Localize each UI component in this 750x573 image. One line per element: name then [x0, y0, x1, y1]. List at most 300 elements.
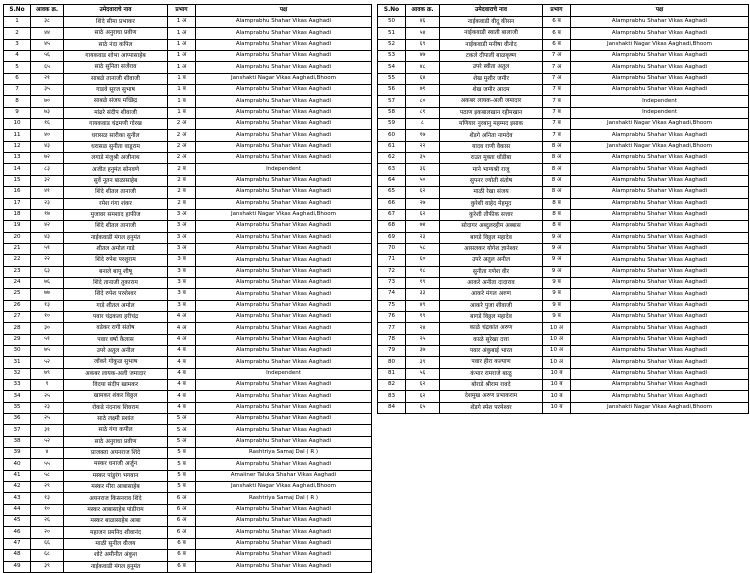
cell-inward-no: ७१ [406, 85, 440, 96]
table-row [4, 300, 372, 311]
table-row [4, 380, 372, 391]
cell-inward-no: ९ [31, 380, 64, 391]
cell-sno: 80 [378, 357, 406, 368]
cell-ward: 9 ब [543, 311, 571, 322]
cell-candidate-name: पवार हीरा कल्याण [440, 357, 543, 368]
cell-ward: 8 अ [543, 175, 571, 186]
cell-candidate-name: यादव राणी वैकास [440, 141, 543, 152]
cell-ward: 4 अ [168, 311, 196, 322]
cell-sno: 67 [378, 209, 406, 220]
cell-party: Alamprabhu Shahar Vikas Aaghadi [196, 323, 372, 334]
table-row [4, 62, 372, 73]
cell-inward-no: ६२ [406, 209, 440, 220]
cell-party: Alamprabhu Shahar Vikas Aaghadi [196, 198, 372, 209]
cell-party: Independent [571, 107, 749, 118]
column-header-sno: S.No [4, 5, 31, 17]
cell-candidate-name: साबळे संजय मच्छिंद्र [64, 96, 168, 107]
cell-candidate-name: आसलकर योगेश ज्ञानेश्वर [440, 243, 543, 254]
cell-inward-no: ८१ [406, 107, 440, 118]
right-table-body [378, 17, 749, 414]
table-row [4, 493, 372, 504]
cell-ward: 9 ब [543, 289, 571, 300]
cell-ward: 1 ब [168, 73, 196, 84]
cell-sno: 51 [378, 28, 406, 39]
left-table-head [4, 5, 372, 17]
cell-candidate-name: धरासळ सारीका सुनील [64, 130, 168, 141]
cell-sno: 3 [4, 39, 31, 50]
cell-candidate-name: बोराडे श्रीराम रावदे [440, 380, 543, 391]
table-row [378, 17, 749, 28]
cell-sno: 4 [4, 51, 31, 62]
cell-party: Alamprabhu Shahar Vikas Aaghadi [571, 28, 749, 39]
cell-inward-no: ३६ [406, 164, 440, 175]
cell-inward-no: ४९ [406, 300, 440, 311]
table-row [378, 175, 749, 186]
cell-sno: 64 [378, 175, 406, 186]
table-row [4, 164, 372, 175]
cell-sno: 77 [378, 323, 406, 334]
cell-party: Alamprabhu Shahar Vikas Aaghadi [571, 266, 749, 277]
cell-sno: 27 [4, 311, 31, 322]
cell-inward-no: ७५ [31, 345, 64, 356]
cell-sno: 60 [378, 130, 406, 141]
cell-ward: 5 अ [168, 414, 196, 425]
table-row [378, 164, 749, 175]
cell-inward-no: ५६ [406, 368, 440, 379]
cell-candidate-name: शेंडगे अनिता नामदेव [440, 130, 543, 141]
cell-ward: 9 अ [543, 255, 571, 266]
cell-inward-no: २९ [31, 482, 64, 493]
cell-ward: 4 ब [168, 391, 196, 402]
cell-inward-no: ३५ [31, 85, 64, 96]
cell-sno: 9 [4, 107, 31, 118]
cell-candidate-name: कुरेशी वाहेद मेहमूद [440, 198, 543, 209]
cell-party: Alamprabhu Shahar Vikas Aaghadi [571, 175, 749, 186]
table-row [378, 62, 749, 73]
cell-ward: 5 ब [168, 482, 196, 493]
table-row [4, 357, 372, 368]
cell-sno: 61 [378, 141, 406, 152]
table-row [378, 357, 749, 368]
table-row [4, 402, 372, 413]
cell-sno: 74 [378, 289, 406, 300]
cell-party: Alamprabhu Shahar Vikas Aaghadi [196, 232, 372, 243]
cell-inward-no: ३९ [31, 561, 64, 572]
cell-candidate-name: आकरे पुजा शीवाजी [440, 300, 543, 311]
column-header-ward: प्रभाग [543, 5, 571, 17]
cell-inward-no: ५४ [406, 28, 440, 39]
cell-ward: 10 अ [543, 323, 571, 334]
cell-candidate-name: बनाले बापू शीषू [64, 266, 168, 277]
table-row [378, 198, 749, 209]
cell-party: Janshakti Nagar Vikas Aaghadi,Bhoom [196, 73, 372, 84]
cell-inward-no: ६२ [406, 380, 440, 391]
cell-inward-no: ६३ [31, 266, 64, 277]
cell-ward: 1 ब [168, 85, 196, 96]
cell-sno: 23 [4, 266, 31, 277]
cell-sno: 55 [378, 73, 406, 84]
cell-sno: 13 [4, 153, 31, 164]
table-row [4, 425, 372, 436]
cell-inward-no: १० [31, 504, 64, 515]
cell-inward-no: १९ [406, 277, 440, 288]
cell-party: Alamprabhu Shahar Vikas Aaghadi [196, 538, 372, 549]
cell-candidate-name: धरासळ सुनीता वाडूराम [64, 141, 168, 152]
cell-sno: 28 [4, 323, 31, 334]
table-row [378, 345, 749, 356]
cell-ward: 5 ब [168, 448, 196, 459]
cell-party: Alamprabhu Shahar Vikas Aaghadi [196, 96, 372, 107]
table-row [4, 198, 372, 209]
cell-inward-no: २५ [31, 414, 64, 425]
cell-ward: 8 ब [543, 198, 571, 209]
cell-ward: 10 अ [543, 334, 571, 345]
cell-party: Alamprabhu Shahar Vikas Aaghadi [196, 550, 372, 561]
table-row [4, 107, 372, 118]
cell-sno: 84 [378, 402, 406, 413]
cell-candidate-name: बागडे विठ्ठल महादेव [440, 232, 543, 243]
cell-inward-no: ६० [406, 255, 440, 266]
left-table-wrapper [3, 4, 372, 570]
table-row [378, 39, 749, 50]
table-row [4, 17, 372, 28]
cell-inward-no: ५६ [31, 51, 64, 62]
cell-party: Janshakti Nagar Vikas Aaghadi,Bhoom [196, 209, 372, 220]
cell-sno: 72 [378, 266, 406, 277]
cell-inward-no: ४२ [31, 221, 64, 232]
cell-ward: 8 ब [543, 209, 571, 220]
cell-candidate-name: नाईकवाडी वीदू कीसन [440, 17, 543, 28]
cell-party: Alamprabhu Shahar Vikas Aaghadi [196, 504, 372, 515]
cell-candidate-name: नाईकवाडी स्वाती बालाजी [440, 28, 543, 39]
cell-inward-no: २७ [406, 198, 440, 209]
cell-party: Alamprabhu Shahar Vikas Aaghadi [571, 130, 749, 141]
table-row [378, 130, 749, 141]
cell-party: Alamprabhu Shahar Vikas Aaghadi [196, 334, 372, 345]
cell-ward: 6 ब [168, 550, 196, 561]
cell-sno: 69 [378, 232, 406, 243]
cell-party: Alamprabhu Shahar Vikas Aaghadi [196, 51, 372, 62]
cell-candidate-name: उपरे अतुल अनील [64, 345, 168, 356]
cell-candidate-name: सुनीता गणेश वीर [440, 266, 543, 277]
table-row [4, 345, 372, 356]
cell-party: Alamprabhu Shahar Vikas Aaghadi [196, 243, 372, 254]
cell-inward-no: २५ [31, 391, 64, 402]
cell-candidate-name: नाईकवाडी मनीषा वीनोद [440, 39, 543, 50]
cell-sno: 22 [4, 255, 31, 266]
cell-party: Alamprabhu Shahar Vikas Aaghadi [196, 459, 372, 470]
cell-candidate-name: लगाडे मंजुश्री अजीनाथ [64, 153, 168, 164]
cell-party: Alamprabhu Shahar Vikas Aaghadi [196, 130, 372, 141]
table-row [378, 380, 749, 391]
cell-sno: 8 [4, 96, 31, 107]
cell-candidate-name: शिंदे रुपेश परशुराम [64, 255, 168, 266]
cell-sno: 53 [378, 51, 406, 62]
cell-party: Alamprabhu Shahar Vikas Aaghadi [196, 289, 372, 300]
cell-candidate-name: काळे चंद्रकांत अरुण [440, 323, 543, 334]
cell-party: Alamprabhu Shahar Vikas Aaghadi [196, 380, 372, 391]
cell-party: Alamprabhu Shahar Vikas Aaghadi [571, 62, 749, 73]
cell-ward: 10 ब [543, 380, 571, 391]
cell-candidate-name: मुजावर समशाद हाफीज [64, 209, 168, 220]
cell-candidate-name: शोटे अमीनीत अंकुश [64, 550, 168, 561]
table-row [378, 255, 749, 266]
cell-party: Alamprabhu Shahar Vikas Aaghadi [571, 17, 749, 28]
cell-candidate-name: साठे अनुराधा प्रवीण [64, 436, 168, 447]
cell-sno: 63 [378, 164, 406, 175]
cell-candidate-name: शिंदे तानाजी तुकाराम [64, 277, 168, 288]
cell-sno: 59 [378, 119, 406, 130]
cell-sno: 82 [378, 380, 406, 391]
table-row [378, 334, 749, 345]
table-row [378, 277, 749, 288]
cell-inward-no: ४१ [31, 187, 64, 198]
table-row [4, 85, 372, 96]
table-row [4, 175, 372, 186]
cell-ward: 7 अ [543, 51, 571, 62]
cell-inward-no: २३ [31, 402, 64, 413]
cell-ward: 4 अ [168, 334, 196, 345]
cell-party: Alamprabhu Shahar Vikas Aaghadi [196, 221, 372, 232]
cell-inward-no: २१ [31, 73, 64, 84]
table-row [378, 119, 749, 130]
cell-party: Alamprabhu Shahar Vikas Aaghadi [571, 198, 749, 209]
cell-ward: 2 ब [168, 198, 196, 209]
table-row [4, 289, 372, 300]
cell-ward: 4 ब [168, 368, 196, 379]
cell-inward-no: २२ [31, 255, 64, 266]
cell-inward-no: २५ [406, 334, 440, 345]
cell-sno: 33 [4, 380, 31, 391]
cell-sno: 78 [378, 334, 406, 345]
cell-ward: 9 अ [543, 266, 571, 277]
cell-candidate-name: शेख मुशीर जमीर [440, 73, 543, 84]
cell-candidate-name: विदया संदीप खामकर [64, 380, 168, 391]
cell-sno: 36 [4, 414, 31, 425]
cell-sno: 11 [4, 130, 31, 141]
table-row [4, 436, 372, 447]
cell-party: Alamprabhu Shahar Vikas Aaghadi [196, 266, 372, 277]
column-header-party: पक्ष [571, 5, 749, 17]
cell-party: Alamprabhu Shahar Vikas Aaghadi [571, 85, 749, 96]
cell-candidate-name: अजीत हनुमंत सोनवणे [64, 164, 168, 175]
cell-sno: 48 [4, 550, 31, 561]
cell-inward-no: १९ [406, 311, 440, 322]
cell-inward-no: ५१ [31, 334, 64, 345]
left-table-body [4, 17, 372, 573]
cell-inward-no: ७२ [31, 153, 64, 164]
cell-inward-no: २० [31, 527, 64, 538]
cell-candidate-name: मस्कर धनाजी अर्जुन [64, 459, 168, 470]
cell-ward: 10 ब [543, 402, 571, 413]
table-row [378, 187, 749, 198]
cell-sno: 62 [378, 153, 406, 164]
cell-party: Alamprabhu Shahar Vikas Aaghadi [571, 73, 749, 84]
cell-ward: 2 ब [168, 175, 196, 186]
cell-candidate-name: शिंदे सीमा प्रभाकर [64, 17, 168, 28]
cell-party: Alamprabhu Shahar Vikas Aaghadi [196, 425, 372, 436]
cell-candidate-name: पवार अंकुबाई भारत [440, 345, 543, 356]
table-row [4, 561, 372, 572]
cell-candidate-name: काळे सुरेखा दत्ता [440, 334, 543, 345]
cell-inward-no: ५२ [31, 357, 64, 368]
table-row [4, 470, 372, 481]
table-row [378, 153, 749, 164]
cell-ward: 10 अ [543, 357, 571, 368]
cell-candidate-name: शिंदे रुपेश परशेश्वर [64, 289, 168, 300]
table-row [378, 221, 749, 232]
cell-candidate-name: माळी रेखा संजय [440, 187, 543, 198]
cell-party: Alamprabhu Shahar Vikas Aaghadi [196, 357, 372, 368]
column-header-inward-no: आवक क्र. [31, 5, 64, 17]
cell-sno: 76 [378, 311, 406, 322]
cell-candidate-name: शिंदे शीतल तानाजी [64, 187, 168, 198]
cell-inward-no: ७७ [31, 289, 64, 300]
cell-party: Alamprabhu Shahar Vikas Aaghadi [571, 289, 749, 300]
cell-ward: 4 ब [168, 357, 196, 368]
cell-sno: 14 [4, 164, 31, 175]
cell-candidate-name: गाडवे सूरज सुभाष [64, 85, 168, 96]
cell-candidate-name: सुर्वे नूतन बाळासाहेब [64, 175, 168, 186]
table-row [4, 96, 372, 107]
cell-candidate-name: सुपनर ज्योती संतोष [440, 175, 543, 186]
cell-ward: 7 अ [543, 73, 571, 84]
cell-inward-no: ६२ [406, 187, 440, 198]
cell-ward: 6 ब [168, 538, 196, 549]
cell-ward: 8 ब [543, 221, 571, 232]
table-row [4, 243, 372, 254]
cell-ward: 10 ब [543, 391, 571, 402]
table-row [4, 119, 372, 130]
cell-sno: 40 [4, 459, 31, 470]
cell-sno: 65 [378, 187, 406, 198]
cell-ward: 9 ब [543, 300, 571, 311]
cell-ward: 3 ब [168, 277, 196, 288]
cell-inward-no: ३३ [406, 289, 440, 300]
table-row [4, 527, 372, 538]
cell-party: Amaiiner Taluka Shahar Vikas Aaghadi [196, 470, 372, 481]
cell-inward-no: ३२ [31, 175, 64, 186]
cell-ward: 5 अ [168, 425, 196, 436]
cell-party: Alamprabhu Shahar Vikas Aaghadi [196, 414, 372, 425]
cell-sno: 19 [4, 221, 31, 232]
cell-inward-no: ६५ [31, 62, 64, 73]
cell-ward: 1 ब [168, 96, 196, 107]
cell-party: Alamprabhu Shahar Vikas Aaghadi [571, 380, 749, 391]
cell-party: Alamprabhu Shahar Vikas Aaghadi [196, 300, 372, 311]
cell-sno: 37 [4, 425, 31, 436]
left-header-row [4, 5, 372, 17]
cell-party: Alamprabhu Shahar Vikas Aaghadi [571, 300, 749, 311]
cell-candidate-name: मांढरे संदीप शीवाजी [64, 107, 168, 118]
table-row [4, 516, 372, 527]
cell-inward-no: १८ [406, 266, 440, 277]
table-row [4, 414, 372, 425]
cell-sno: 26 [4, 300, 31, 311]
cell-candidate-name: साठे अनुराधा प्रवीण [64, 28, 168, 39]
cell-candidate-name: नाईकवाडी मंगल हनुमंत [64, 232, 168, 243]
table-row [4, 187, 372, 198]
cell-inward-no: ६५ [406, 402, 440, 413]
column-header-sno: S.No [378, 5, 406, 17]
cell-sno: 17 [4, 198, 31, 209]
cell-sno: 68 [378, 221, 406, 232]
cell-candidate-name: कुरेशी तौफीक सत्तार [440, 209, 543, 220]
cell-candidate-name: शीतल अमोल गाडे [64, 243, 168, 254]
cell-inward-no: ३५ [406, 153, 440, 164]
cell-sno: 83 [378, 391, 406, 402]
cell-candidate-name: राउत मुक्ता धोंडीबा [440, 153, 543, 164]
cell-sno: 21 [4, 243, 31, 254]
cell-sno: 41 [4, 470, 31, 481]
cell-sno: 56 [378, 85, 406, 96]
cell-sno: 5 [4, 62, 31, 73]
table-row [4, 255, 372, 266]
cell-candidate-name: वडेकर रागी संतोष [64, 323, 168, 334]
cell-candidate-name: महाजन प्रमनिद शीवानंद [64, 527, 168, 538]
table-row [4, 550, 372, 561]
cell-candidate-name: गायकवाड शोभा आप्पासाहेब [64, 51, 168, 62]
right-header-row [378, 5, 749, 17]
cell-sno: 52 [378, 39, 406, 50]
cell-inward-no: ६८ [31, 550, 64, 561]
cell-candidate-name: पवार चंद्रकला हरीचंद्र [64, 311, 168, 322]
cell-ward: 3 अ [168, 232, 196, 243]
cell-ward: 6 ब [543, 28, 571, 39]
cell-ward: 1 अ [168, 39, 196, 50]
cell-inward-no: ७३ [31, 107, 64, 118]
table-row [4, 538, 372, 549]
cell-ward: 7 ब [543, 130, 571, 141]
cell-party: Alamprabhu Shahar Vikas Aaghadi [196, 402, 372, 413]
cell-inward-no: ३८ [31, 17, 64, 28]
column-header-ward: प्रभाग [168, 5, 196, 17]
table-row [4, 277, 372, 288]
cell-ward: 9 अ [543, 243, 571, 254]
cell-party: Alamprabhu Shahar Vikas Aaghadi [196, 561, 372, 572]
cell-sno: 38 [4, 436, 31, 447]
table-row [4, 153, 372, 164]
cell-sno: 25 [4, 289, 31, 300]
table-row [4, 266, 372, 277]
cell-party: Alamprabhu Shahar Vikas Aaghadi [196, 119, 372, 130]
cell-candidate-name: अकबर लायक-अली जमादार [64, 368, 168, 379]
cell-sno: 30 [4, 345, 31, 356]
table-row [4, 323, 372, 334]
cell-sno: 32 [4, 368, 31, 379]
cell-inward-no: १३ [31, 493, 64, 504]
cell-candidate-name: टकले दीपाली बाळकृष्ण [440, 51, 543, 62]
cell-party: Alamprabhu Shahar Vikas Aaghadi [571, 277, 749, 288]
cell-inward-no: ४ [31, 448, 64, 459]
cell-party: Alamprabhu Shahar Vikas Aaghadi [196, 141, 372, 152]
column-header-candidate-name: उमेदवाराचे नाव [64, 5, 168, 17]
cell-party: Alamprabhu Shahar Vikas Aaghadi [571, 311, 749, 322]
cell-ward: 7 अ [543, 62, 571, 73]
cell-ward: 8 अ [543, 153, 571, 164]
cell-candidate-name: पवार वर्षा कैलास [64, 334, 168, 345]
table-row [378, 323, 749, 334]
cell-inward-no: ७९ [31, 368, 64, 379]
cell-candidate-name: शेख जमीर आदम [440, 85, 543, 96]
cell-ward: 3 ब [168, 266, 196, 277]
cell-ward: 7 ब [543, 119, 571, 130]
cell-ward: 7 ब [543, 96, 571, 107]
column-header-party: पक्ष [196, 5, 372, 17]
cell-candidate-name: कंभार रामराजे बाळू [440, 368, 543, 379]
table-row [4, 448, 372, 459]
cell-inward-no: ४५ [31, 39, 64, 50]
